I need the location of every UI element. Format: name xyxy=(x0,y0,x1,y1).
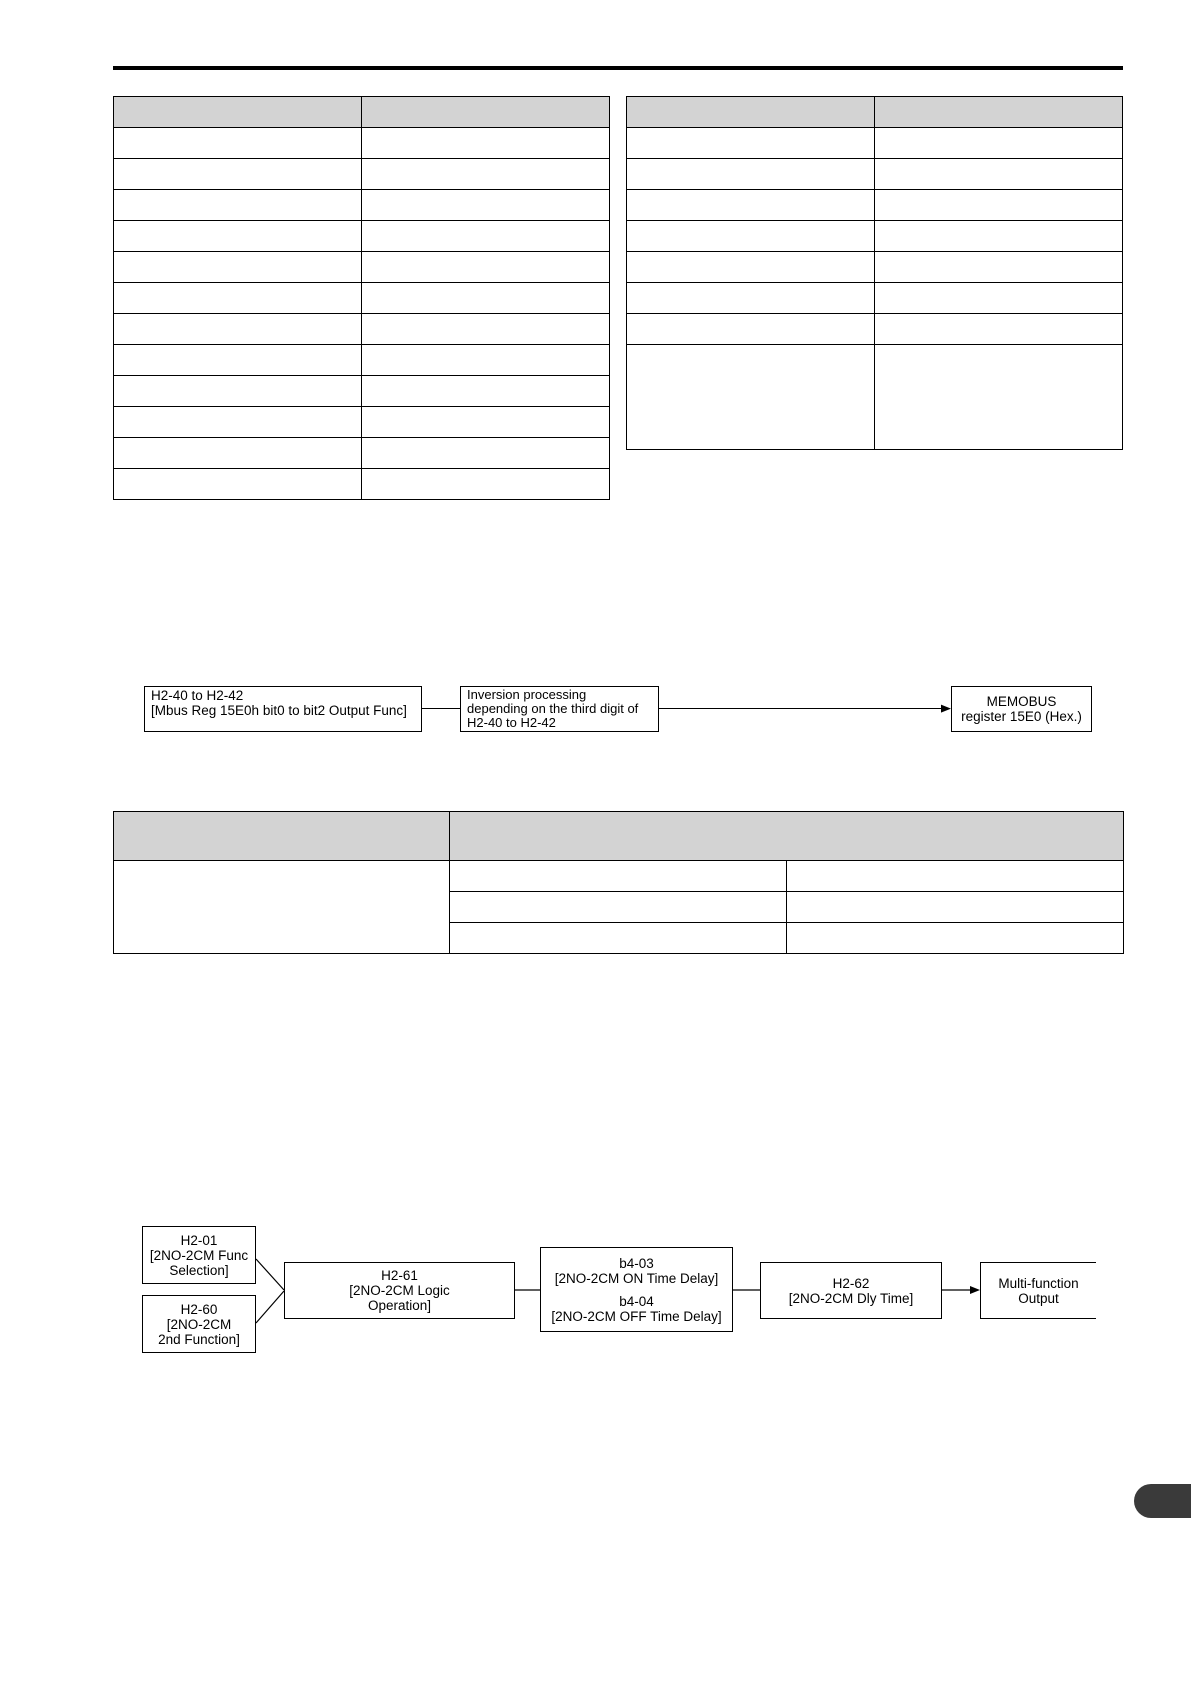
box-line: 2nd Function] xyxy=(158,1331,240,1347)
box-line: [2NO-2CM Func xyxy=(149,1247,249,1263)
box-line: Selection] xyxy=(169,1262,229,1278)
box-line: register 15E0 (Hex.) xyxy=(961,709,1082,724)
h2-62-box xyxy=(760,1262,942,1319)
box-line: b4-04 xyxy=(619,1293,654,1309)
box-line: Operation] xyxy=(367,1298,432,1313)
box-line: b4-03 xyxy=(619,1255,654,1271)
box-line: Inversion processing xyxy=(467,687,587,702)
box-line: H2-01 xyxy=(180,1232,218,1248)
chapter-tab xyxy=(1134,1484,1191,1518)
box-line: depending on the third digit of xyxy=(467,701,639,716)
box-line: [2NO-2CM ON Time Delay] xyxy=(554,1270,719,1286)
box-line: [2NO-2CM Dly Time] xyxy=(788,1290,914,1306)
box-line: Output xyxy=(1018,1290,1059,1306)
box-line: H2-60 xyxy=(180,1301,218,1317)
box-line: H2-62 xyxy=(832,1275,870,1291)
box-line: MEMOBUS xyxy=(986,694,1057,709)
b4-03-b4-04-box xyxy=(540,1247,733,1332)
multi-function-output-box xyxy=(980,1262,1096,1319)
box-line: H2-40 to H2-42 xyxy=(151,688,244,703)
box-line: [2NO-2CM OFF Time Delay] xyxy=(551,1308,722,1324)
box-line: [2NO-2CM Logic xyxy=(349,1283,450,1298)
box-line: [Mbus Reg 15E0h bit0 to bit2 Output Func] xyxy=(151,703,407,718)
box-line: Multi-function xyxy=(998,1275,1079,1291)
box-line: H2-40 to H2-42 xyxy=(467,715,556,730)
h2-01-box xyxy=(142,1226,256,1284)
h2-61-box xyxy=(284,1262,515,1319)
box-line: [2NO-2CM xyxy=(166,1316,232,1332)
h2-60-box xyxy=(142,1295,256,1353)
box-line: H2-61 xyxy=(381,1268,418,1283)
